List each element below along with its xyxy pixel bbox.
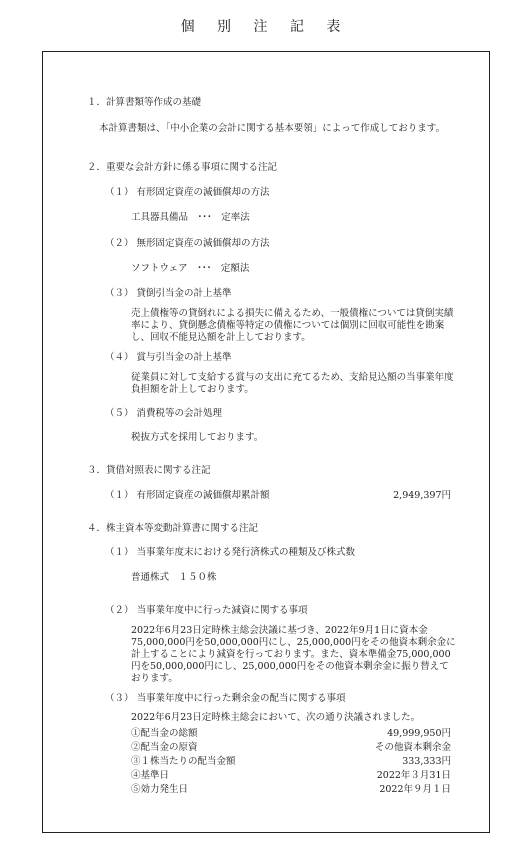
- dividend-row-label: ③１株当たりの配当金額: [131, 756, 236, 767]
- dividend-row-label: ②配当金の原資: [131, 742, 198, 753]
- dividend-row-label: ⑤効力発生日: [131, 784, 189, 795]
- section-2-item-3-body: 売上債権等の貸倒れによる損失に備えるため、一般債権については貸倒実績率により、貸倒懸念債権等特定の債権については個別に回収可能性を勘案し、回収不能見込額を計上しております。: [131, 308, 454, 343]
- dividend-row-value: 2022年３月31日: [376, 770, 451, 781]
- section-4-heading: ４．株主資本等変動計算書に関する注記: [87, 523, 259, 534]
- section-4-item-1-body: 普通株式 １５０株: [131, 572, 217, 583]
- section-2-item-4-heading: （４） 賞与引当金の計上基準: [105, 352, 232, 363]
- section-3-item-1-heading: （１） 有形固定資産の減価償却累計額: [105, 490, 270, 501]
- section-2-heading: ２．重要な会計方針に係る事項に関する注記: [87, 162, 278, 173]
- dividend-row-value: 2022年９月１日: [379, 784, 451, 795]
- section-1-body: 本計算書類は、「中小企業の会計に関する基本要領」によって作成しております。: [99, 123, 445, 134]
- dividend-row-label: ①配当金の総額: [131, 728, 198, 739]
- section-2-item-1-body: 工具器具備品 ･･･ 定率法: [131, 212, 250, 223]
- section-2-item-2-heading: （２） 無形固定資産の減価償却の方法: [105, 238, 270, 249]
- section-4-item-2-body: 2022年6月23日定時株主総会決議に基づき、2022年9月1日に資本金75,000,000円を50,000,000円にし、25,000,000円をその他資本剰余金に計上することにより減資を行っております。また、資本準備金75,000,000円を50,000,000円にし、25,000,000円をその他資本剰余金に振り替えております。: [131, 625, 456, 684]
- section-2-item-5-heading: （５） 消費税等の会計処理: [105, 408, 223, 419]
- section-2-item-5-body: 税抜方式を採用しております。: [131, 432, 264, 443]
- dividend-row-label: ④基準日: [131, 770, 170, 781]
- section-2-item-4-body: 従業員に対して支給する賞与の支出に充てるため、支給見込額の当事業年度負担額を計上しております。: [131, 372, 454, 395]
- section-2-item-2-body: ソフトウェア ･･･ 定額法: [131, 263, 250, 274]
- notes-frame: [42, 51, 490, 833]
- section-4-item-2-heading: （２） 当事業年度中に行った減資に関する事項: [105, 605, 308, 616]
- section-1-heading: １．計算書類等作成の基礎: [87, 97, 202, 108]
- section-4-item-3-intro: 2022年6月23日定時株主総会において、次の通り決議されました。: [131, 712, 421, 723]
- section-4-item-1-heading: （１） 当事業年度末における発行済株式の種類及び株式数: [105, 547, 356, 558]
- page-title: 個 別 注 記 表: [180, 19, 350, 35]
- section-3-heading: ３．貸借対照表に関する注記: [87, 465, 211, 476]
- section-4-item-3-heading: （３） 当事業年度中に行った剰余金の配当に関する事項: [105, 693, 346, 704]
- dividend-row-value: 333,333円: [402, 756, 451, 767]
- section-2-item-3-heading: （３） 貸倒引当金の計上基準: [105, 288, 232, 299]
- section-2-item-1-heading: （１） 有形固定資産の減価償却の方法: [105, 187, 270, 198]
- dividend-row-value: その他資本剰余金: [374, 742, 451, 753]
- section-3-item-1-value: 2,949,397円: [393, 490, 451, 501]
- dividend-row-value: 49,999,950円: [387, 728, 451, 739]
